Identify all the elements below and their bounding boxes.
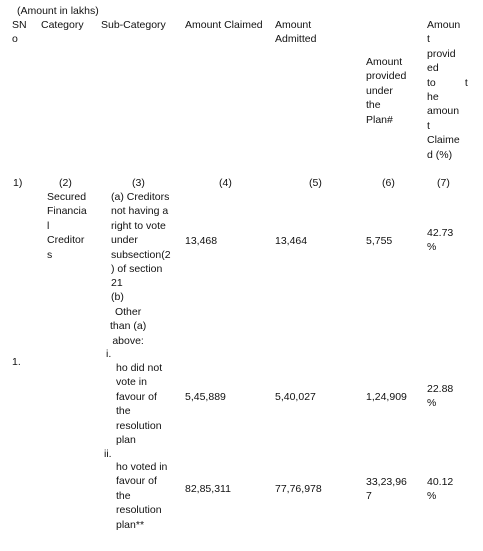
column-number-4: (4)	[219, 177, 232, 189]
subsection-a-claimed: 13,468	[185, 235, 218, 247]
units-note: (Amount in lakhs)	[17, 5, 99, 17]
column-number-7: (7)	[437, 177, 450, 189]
subsection-a-text: (a) Creditors not having a right to vote under subsection(2 ) of section 21	[111, 191, 171, 290]
header-amount-admitted: Amount Admitted	[275, 19, 317, 46]
item-ii-text: ho voted in favour of the resolution plan**	[116, 461, 168, 531]
header-category: Category	[41, 19, 84, 31]
item-ii-provided: 33,23,96 7	[366, 476, 407, 503]
item-i-numeral: i.	[106, 348, 112, 360]
column-number-3: (3)	[132, 177, 145, 189]
header-amount-provided-pct: Amoun t provid ed to t he amoun t Claime d (%)	[427, 19, 468, 161]
item-ii-claimed: 82,85,311	[185, 483, 231, 495]
header-amount-claimed: Amount Claimed	[185, 19, 263, 31]
item-ii-admitted: 77,76,978	[275, 483, 322, 495]
item-i-claimed: 5,45,889	[185, 391, 226, 403]
row-sno: 1.	[12, 356, 21, 368]
subsection-a-pct: 42.73 %	[427, 227, 454, 254]
row-category: Secured Financia l Creditor s	[47, 191, 87, 261]
column-number-2: (2)	[59, 177, 72, 189]
column-number-5: (5)	[309, 177, 322, 189]
item-ii-pct: 40.12 %	[427, 476, 454, 503]
subsection-b-label: (b)	[111, 291, 124, 303]
item-ii-numeral: ii.	[104, 448, 112, 460]
header-sno: SN o	[12, 19, 27, 46]
item-i-admitted: 5,40,027	[275, 391, 316, 403]
subsection-b-other: Other than (a) above:	[110, 306, 147, 347]
item-i-text: ho did not vote in favour of the resolution plan	[116, 362, 163, 447]
item-i-pct: 22.88 %	[427, 383, 454, 410]
header-amount-provided: Amount provided under the Plan#	[366, 56, 407, 126]
column-number-6: (6)	[382, 177, 395, 189]
column-number-1: 1)	[13, 177, 23, 189]
subsection-a-provided: 5,755	[366, 235, 393, 247]
subsection-a-admitted: 13,464	[275, 235, 308, 247]
item-i-provided: 1,24,909	[366, 391, 407, 403]
header-subcategory: Sub-Category	[101, 19, 166, 31]
